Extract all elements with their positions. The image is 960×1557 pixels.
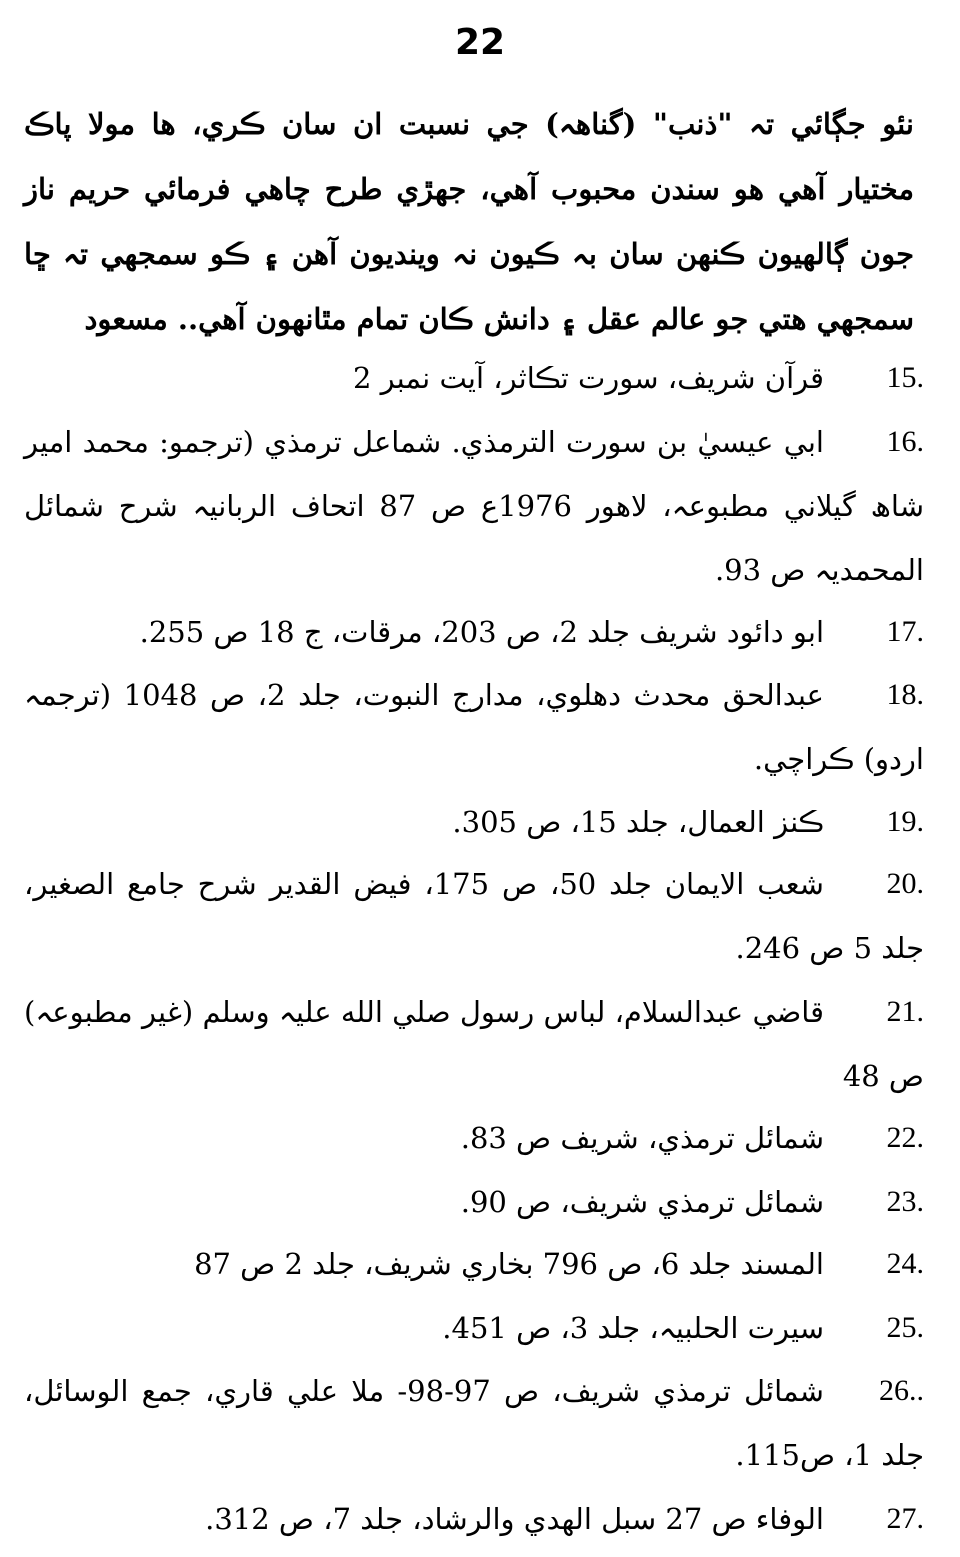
- footnote-text: سيرت الحلبيہ، جلد 3، ص 451.: [442, 1311, 824, 1345]
- footnote-text: شمائل ترمذي، شريف ص 83.: [460, 1121, 824, 1155]
- footnote-number: .21: [886, 995, 924, 1028]
- footnote-25: [24, 1296, 924, 1360]
- footnote-number: .25: [886, 1311, 924, 1344]
- footnote-20: [24, 852, 924, 980]
- footnote-text: شعب الايمان جلد 50، ص 175، فيض القدير شرح جامع الصغير، جلد 5 ص 246.: [24, 867, 924, 965]
- footnote-number: .15: [886, 361, 924, 394]
- footnote-16: [24, 410, 924, 602]
- footnote-text: قاضي عبدالسلام، لباس رسول صلي الله عليہ وسلم (غير مطبوعہ) ص 48: [24, 995, 924, 1093]
- footnote-number: .24: [886, 1247, 924, 1280]
- footnote-19: [24, 790, 924, 854]
- footnote-text: المسند جلد 6، ص 796 بخاري شريف، جلد 2 ص 87: [194, 1247, 824, 1281]
- footnote-text: قرآن شريف، سورت تڪاثر، آيت نمبر 2: [352, 361, 824, 395]
- footnote-26: [24, 1359, 924, 1487]
- page-number: 22: [454, 22, 506, 63]
- footnote-text: عبدالحق محدث دھلوي، مدارج النبوت، جلد 2، ص 1048 (ترجمہ اردو) ڪراچي.: [24, 678, 924, 776]
- footnote-22: [24, 1106, 924, 1170]
- footnote-27: [24, 1487, 924, 1551]
- footnote-number: .20: [886, 867, 924, 900]
- intro-paragraph: نئو جڳائي تہ "ذنب" (گناھہ) جي نسبت ان سان ڪري، ھا مولا پاڪ مختيار آھي ھو سندن محبوب آھي، جھڙي طرح چاھي فرمائي حريم ناز جون ڳالھيون ڪنھن سان بہ ڪيون نہ ويندیون آھن ۽ ڪو سمجھي تہ ڇا سمجھي ھتي جو عالم عقل ۽ دانش ڪان تمام مٿانھون آھي.. مسعود: [24, 107, 914, 336]
- footnote-number: .17: [886, 615, 924, 648]
- footnote-15: [24, 346, 924, 410]
- footnote-21: [24, 980, 924, 1108]
- footnote-text: شمائل ترمذي شريف، ص 97-98- ملا علي قاري، جمع الوسائل، جلد 1، ص115.: [24, 1374, 924, 1472]
- footnote-18: [24, 663, 924, 791]
- footnote-17: [24, 600, 924, 664]
- footnote-number: ..26: [879, 1374, 924, 1407]
- footnote-text: الوفاء ص 27 سبل الهدي والرشاد، جلد 7، ص 312.: [205, 1502, 824, 1536]
- footnote-number: .23: [886, 1185, 924, 1218]
- footnote-text: ابي عيسيٰ بن سورت الترمذي. شماعل ترمذي (ترجمو: محمد امير شاھ گيلاني مطبوعہ، لاھور 1976ع ص 87 اتحاف الربانيہ شرح شمائل المحمديہ ص 93.: [24, 425, 924, 587]
- footnote-number: .18: [886, 678, 924, 711]
- footnote-24: [24, 1232, 924, 1296]
- footnote-23: [24, 1170, 924, 1234]
- footnote-text: شمائل ترمذي شريف، ص 90.: [460, 1185, 824, 1219]
- footnote-number: .22: [886, 1121, 924, 1154]
- footnote-number: .27: [886, 1502, 924, 1535]
- footnote-text: ابو دائود شريف جلد 2، ص 203، مرقات، ج 18 ص 255.: [139, 615, 824, 649]
- footnote-number: .19: [886, 805, 924, 838]
- footnote-number: .16: [886, 425, 924, 458]
- footnote-text: ڪنز العمال، جلد 15، ص 305.: [452, 805, 824, 839]
